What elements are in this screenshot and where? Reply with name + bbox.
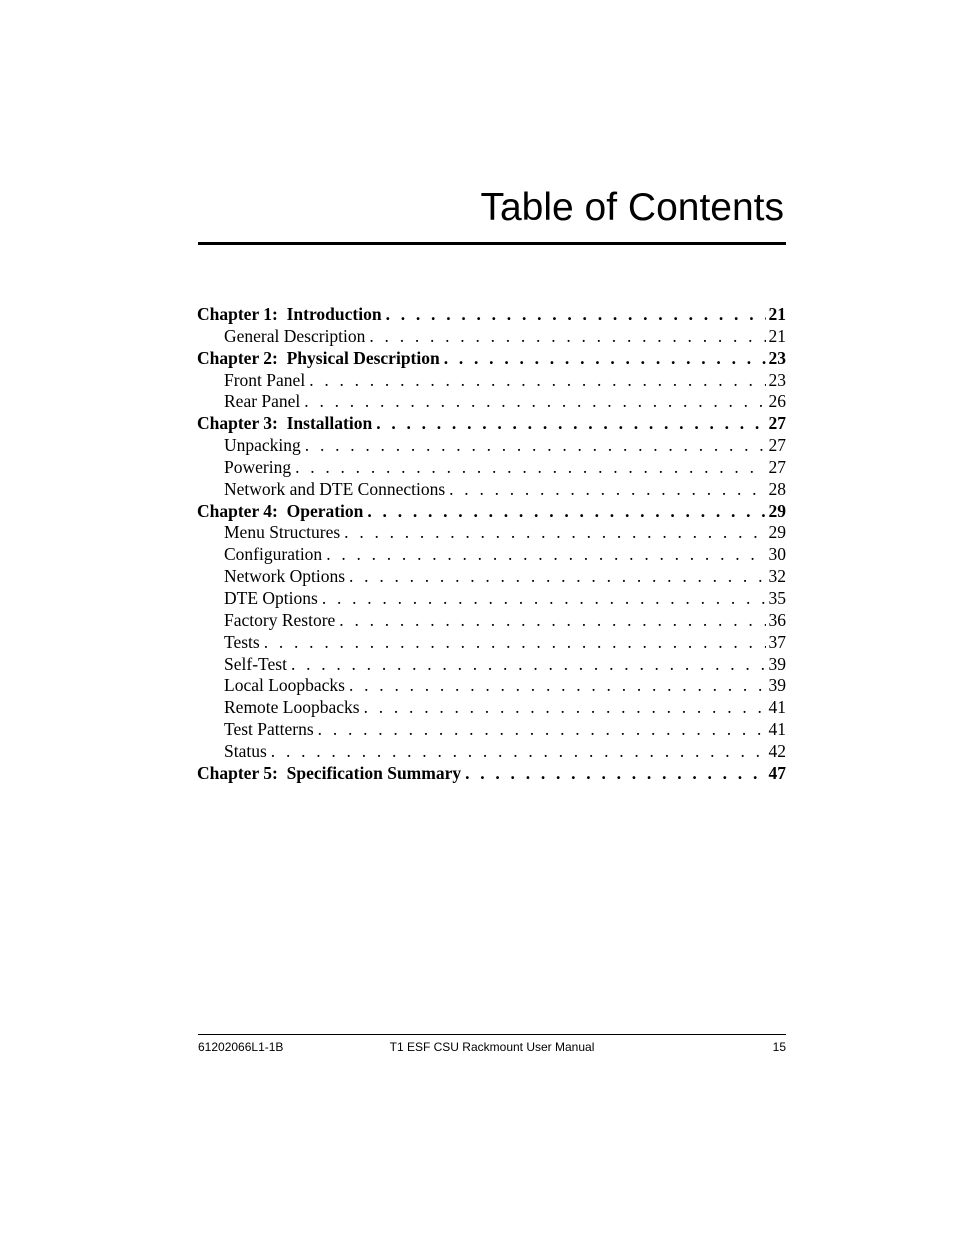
toc-entry-label: Chapter 2: Physical Description — [197, 347, 440, 368]
toc-entry-label: Self-Test — [224, 653, 287, 674]
toc-entry-page-number: 39 — [768, 675, 786, 696]
toc-entry-page-number: 41 — [768, 697, 786, 718]
toc-entry-label: Chapter 4: Operation — [197, 500, 364, 521]
toc-entry-label: Network Options — [224, 566, 346, 587]
toc-section-entry[interactable] — [197, 632, 786, 654]
toc-entry-label: General Description — [224, 325, 366, 346]
toc-dot-leader — [465, 763, 766, 785]
toc-dot-leader — [271, 741, 766, 763]
toc-entry-label: Chapter 3: Installation — [197, 413, 373, 434]
toc-entry-page-number: 36 — [768, 609, 786, 630]
toc-dot-leader — [349, 675, 766, 697]
toc-dot-leader — [291, 654, 766, 676]
toc-entry-page-number: 37 — [768, 631, 786, 652]
toc-dot-leader — [376, 413, 766, 435]
toc-section-entry[interactable] — [197, 675, 786, 697]
toc-entry-label: Tests — [224, 631, 260, 652]
toc-entry-page-number: 35 — [768, 587, 786, 608]
toc-dot-leader — [349, 566, 766, 588]
toc-entry-label: Network and DTE Connections — [224, 478, 446, 499]
toc-section-entry[interactable] — [197, 522, 786, 544]
toc-section-entry[interactable] — [197, 479, 786, 501]
toc-dot-leader — [295, 457, 766, 479]
toc-entry-page-number: 29 — [768, 522, 786, 543]
footer-manual-title: T1 ESF CSU Rackmount User Manual — [389, 1040, 595, 1054]
toc-entry-label: Test Patterns — [224, 719, 314, 740]
toc-section-entry[interactable] — [197, 566, 786, 588]
toc-entry-label: Rear Panel — [224, 391, 301, 412]
toc-entry-page-number: 42 — [768, 740, 786, 761]
footer-page-number: 15 — [772, 1040, 786, 1054]
toc-entry-page-number: 28 — [768, 478, 786, 499]
toc-entry-page-number: 32 — [768, 566, 786, 587]
toc-section-entry[interactable] — [197, 435, 786, 457]
toc-entry-page-number: 39 — [768, 653, 786, 674]
toc-entry-page-number: 27 — [768, 413, 786, 434]
toc-section-entry[interactable] — [197, 326, 786, 348]
toc-entry-label: Factory Restore — [224, 609, 336, 630]
toc-dot-leader — [367, 501, 766, 523]
toc-entry-page-number: 47 — [768, 762, 786, 783]
footer-rule — [198, 1034, 786, 1035]
table-of-contents — [197, 304, 786, 785]
toc-section-entry[interactable] — [197, 697, 786, 719]
toc-chapter-entry[interactable] — [197, 763, 786, 785]
toc-dot-leader — [318, 719, 766, 741]
toc-entry-label: Configuration — [224, 544, 323, 565]
toc-entry-label: Chapter 5: Specification Summary — [197, 762, 462, 783]
page-title: Table of Contents — [480, 186, 784, 229]
toc-entry-label: Remote Loopbacks — [224, 697, 360, 718]
toc-entry-label: Front Panel — [224, 369, 306, 390]
toc-chapter-entry[interactable] — [197, 348, 786, 370]
toc-dot-leader — [344, 522, 766, 544]
toc-dot-leader — [322, 588, 766, 610]
toc-entry-page-number: 21 — [768, 325, 786, 346]
toc-entry-page-number: 27 — [768, 435, 786, 456]
toc-chapter-entry[interactable] — [197, 413, 786, 435]
toc-entry-label: DTE Options — [224, 587, 318, 608]
toc-section-entry[interactable] — [197, 719, 786, 741]
footer-doc-number: 61202066L1-1B — [198, 1040, 284, 1054]
toc-chapter-entry[interactable] — [197, 304, 786, 326]
toc-dot-leader — [364, 697, 766, 719]
toc-entry-page-number: 29 — [768, 500, 786, 521]
toc-dot-leader — [326, 544, 766, 566]
toc-dot-leader — [449, 479, 766, 501]
toc-dot-leader — [386, 304, 766, 326]
toc-entry-page-number: 26 — [768, 391, 786, 412]
toc-section-entry[interactable] — [197, 588, 786, 610]
toc-entry-label: Status — [224, 740, 267, 761]
toc-section-entry[interactable] — [197, 741, 786, 763]
toc-entry-label: Powering — [224, 456, 292, 477]
toc-section-entry[interactable] — [197, 457, 786, 479]
toc-dot-leader — [444, 348, 766, 370]
toc-section-entry[interactable] — [197, 370, 786, 392]
toc-section-entry[interactable] — [197, 610, 786, 632]
page-footer — [198, 1039, 786, 1055]
toc-entry-page-number: 23 — [768, 369, 786, 390]
toc-dot-leader — [309, 370, 766, 392]
toc-entry-label: Local Loopbacks — [224, 675, 345, 696]
toc-entry-label: Chapter 1: Introduction — [197, 304, 382, 324]
toc-entry-page-number: 30 — [768, 544, 786, 565]
toc-entry-page-number: 41 — [768, 719, 786, 740]
toc-entry-label: Menu Structures — [224, 522, 341, 543]
toc-section-entry[interactable] — [197, 544, 786, 566]
toc-dot-leader — [304, 391, 766, 413]
toc-dot-leader — [369, 326, 766, 348]
toc-entry-page-number: 23 — [768, 347, 786, 368]
toc-section-entry[interactable] — [197, 654, 786, 676]
toc-dot-leader — [305, 435, 766, 457]
toc-chapter-entry[interactable] — [197, 501, 786, 523]
toc-dot-leader — [339, 610, 766, 632]
toc-entry-page-number: 27 — [768, 456, 786, 477]
toc-entry-page-number: 21 — [768, 304, 786, 324]
toc-section-entry[interactable] — [197, 391, 786, 413]
toc-dot-leader — [264, 632, 766, 654]
toc-entry-label: Unpacking — [224, 435, 301, 456]
title-rule — [198, 242, 786, 245]
